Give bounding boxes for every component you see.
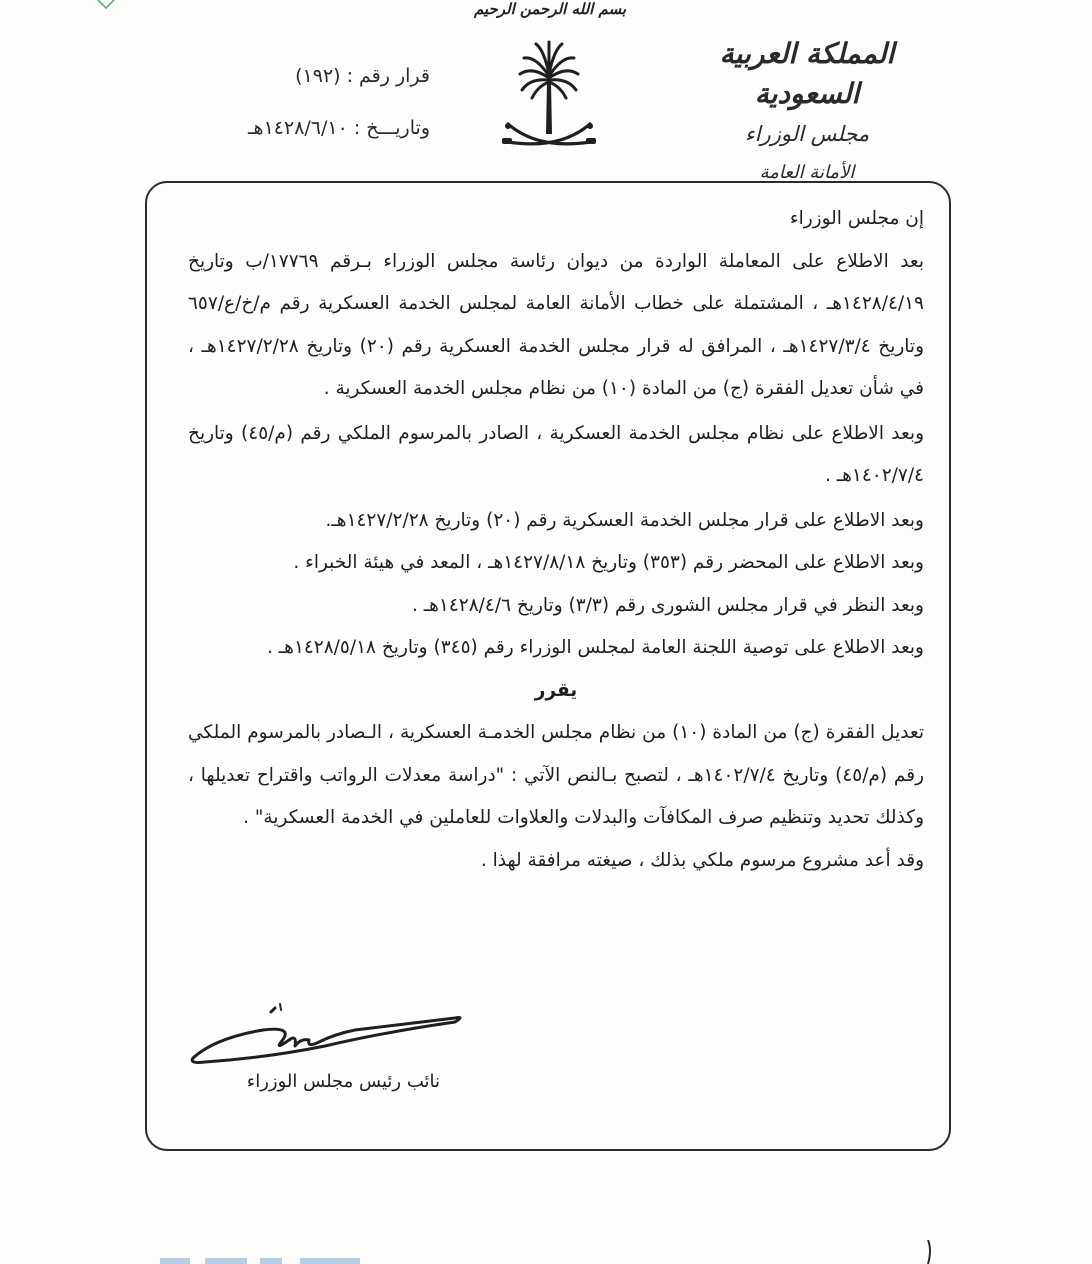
- preamble-clause-6: وبعد الاطلاع على توصية اللجنة العامة لمجلس الوزراء رقم (٣٤٥) وتاريخ ١٤٢٨/٥/١٨هـ .: [267, 637, 924, 658]
- decision-date: وتاريـــخ : ١٤٢٨/٦/١٠هـ: [247, 117, 430, 139]
- preamble-clause-5: وبعد النظر في قرار مجلس الشورى رقم (٣/٣) وتاريخ ١٤٢٨/٤/٦هـ .: [411, 594, 924, 616]
- scan-edge-marks: [0, 1240, 1092, 1264]
- issuer-block: [672, 34, 942, 190]
- decision-body: [188, 198, 924, 882]
- decision-reference: [180, 56, 430, 160]
- saudi-emblem-icon: [498, 38, 600, 156]
- corner-mark-icon: [96, 0, 116, 10]
- closing-line: وقد أعد مشروع مرسوم ملكي بذلك ، صيغته مرافقة لهذا .: [480, 849, 924, 871]
- opening-line: إن مجلس الوزراء: [789, 208, 924, 229]
- issuer-secretariat: الأمانة العامة: [759, 162, 855, 183]
- decision-text: تعديل الفقرة (ج) من المادة (١٠) من نظام مجلس الخدمـة العسكرية ، الـصادر بالمرسوم الملكي رقم (م/٤٥) وتاريخ ١٤٠٢/٧/٤هـ ، لتصبح بـالنص الآتي : "دراسة معدلات الرواتب واقتراح تعديلها ، وكذلك تحديد وتنظيم صرف المكافآت والبدلات والعلاوات للعاملين في الخدمة العسكرية" .: [188, 722, 925, 828]
- preamble-clause-2: وبعد الاطلاع على نظام مجلس الخدمة العسكرية ، الصادر بالمرسوم الملكي رقم (م/٤٥) وتاريخ ١٤٠٢/٧/٤هـ .: [188, 422, 924, 486]
- handwritten-signature-icon: [185, 1000, 470, 1070]
- issuer-kingdom: المملكة العربية السعودية: [719, 37, 895, 110]
- decision-number: قرار رقم : (١٩٢): [295, 65, 430, 87]
- preamble-clause-3: وبعد الاطلاع على قرار مجلس الخدمة العسكرية رقم (٢٠) وتاريخ ١٤٢٧/٢/٢٨هـ.: [325, 509, 924, 531]
- preamble-clause-1: بعد الاطلاع على المعاملة الواردة من ديوان رئاسة مجلس الوزراء بـرقم ١٧٧٦٩/ب وتاريخ ١٤٢٨/٤/١٩هـ ، المشتملة على خطاب الأمانة العامة لمجلس الخدمة العسكرية رقم م/خ/ع/٦٥٧ وتاريخ ١٤٢٧/٣/٤هـ ، المرافق له قرار مجلس الخدمة العسكرية رقم (٢٠) وتاريخ ١٤٢٧/٢/٢٨هـ ، في شأن تعديل الفقرة (ج) من المادة (١٠) من نظام مجلس الخدمة العسكرية .: [188, 250, 924, 399]
- resolves-heading: يقرر: [534, 679, 578, 701]
- basmala: بسم الله الرحمن الرحيم: [473, 0, 627, 18]
- issuer-council: مجلس الوزراء: [744, 122, 870, 146]
- signatory-title: نائب رئيس مجلس الوزراء: [246, 1071, 440, 1092]
- preamble-clause-4: وبعد الاطلاع على المحضر رقم (٣٥٣) وتاريخ ١٤٢٧/٨/١٨هـ ، المعد في هيئة الخبراء .: [293, 552, 924, 573]
